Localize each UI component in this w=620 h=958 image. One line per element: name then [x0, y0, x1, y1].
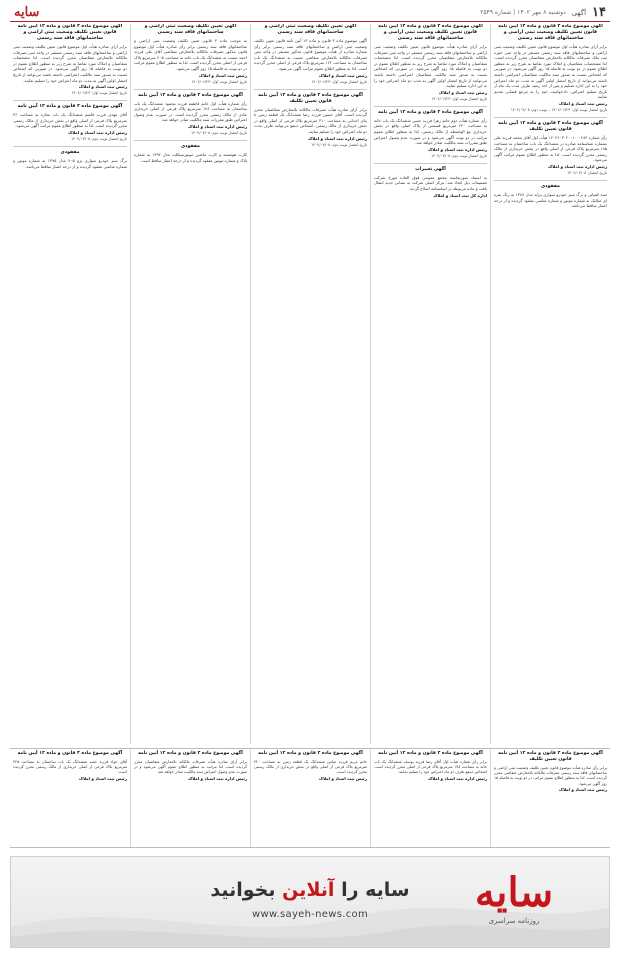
notice — [494, 121, 607, 175]
strip-notice — [250, 749, 370, 847]
notice-body: رأی شماره هیأت دوم خانم زهرا فرزند حسن ششدانگ یک باب خانه به مساحت ۲۴۰ مترمربع قسمتی از پلاک اصلی واقع در بخش خریداری مع الواسطه از مالک رسمی. لذا به منظور اطلاع عموم مراتب در دو نوبت آگهی می‌شود و در صورت عدم وصول اعتراض طبق مقررات سند مالکیت صادر خواهد شد. — [374, 117, 487, 146]
notice-signature: رئیس ثبت اسناد و املاک — [559, 786, 607, 792]
notice-date: تاریخ انتشار نوبت اول: ۱۴۰۲/۰۶/۲۳ — [311, 78, 367, 84]
ad-logo-word: سایه — [474, 869, 554, 916]
notice — [254, 24, 367, 84]
notice-signature: رئیس ثبت اسناد و املاک — [79, 775, 127, 781]
notice-column — [250, 24, 370, 744]
notice-title: مفقودی — [541, 183, 560, 189]
notice-column — [370, 24, 490, 744]
page-number: ۱۴ — [592, 5, 606, 20]
notice-date: تاریخ انتشار نوبت اول: ۱۴۰۲/۰۶/۲۳ — [71, 90, 127, 96]
notice-signature: رئیس اداره ثبت اسناد و املاک — [188, 775, 247, 781]
ad-slogan-prefix: سایه را — [341, 879, 410, 901]
notice-signature: رئیس ثبت اسناد و املاک — [319, 775, 367, 781]
notice-body: رأی شماره هیأت اول خانم فاطمه فرزند محمود ششدانگ یک باب ساختمان به مساحت ۱۴۸ مترمربع پلاک فرعی از اصلی خریداری عادی از مالک رسمی محرز گردیده است. در صورت عدم وصول اعتراض طبق مقررات سند مالکیت صادر خواهد شد. — [134, 100, 247, 123]
notice-date: تاریخ انتشار نوبت اول: ۱۴۰۲/۰۶/۲۳ – نوبت دوم: ۱۴۰۲/۰۷/۰۸ — [510, 106, 607, 112]
notice-title: آگهی موضوع ماده ۳ قانون و ماده ۱۳ آیین نامه — [138, 751, 243, 756]
notice-body: برابر آرای صادره هیأت اول موضوع قانون تعیین تکلیف وضعیت ثبتی اراضی و ساختمانهای فاقد سند رسمی مستقر در واحد ثبتی تصرفات مالکانه بلامعارض متقاضیان محرز گردیده است. لذا مشخصات متقاضیان و املاک مورد تقاضا به شرح زیر به منظور اطلاع عموم در دو نوبت به فاصله ۱۵ روز آگهی می‌شود. در صورتی که اشخاص نسبت به صدور سند مالکیت اعتراضی داشته باشند می‌توانند از تاریخ انتشار اولین آگهی به مدت دو ماه اعتراض خود را تسلیم نمایند. — [13, 44, 127, 83]
notice — [374, 110, 487, 158]
notice-body: به استناد صورتجلسه مجمع عمومی فوق العاده مورخ شرکت تصمیمات ذیل اتخاذ شد: مرکز اصلی شرکت به نشانی جدید انتقال یافت و ماده مربوطه در اساسنامه اصلاح گردید. — [374, 174, 487, 191]
notice-title: آگهی موضوع ماده ۳ قانون و ماده ۱۳ آیین نامه قانون تعیین تکلیف — [258, 92, 363, 104]
notice-title: آگهی موضوع ماده ۳ قانون و ماده ۱۳ آیین نامه قانون تعیین تکلیف وضعیت ثبتی اراضی و ساختمانهای فاقد سند رسمی — [17, 24, 123, 41]
notice — [254, 93, 367, 147]
notice — [134, 144, 247, 163]
notice — [13, 104, 127, 141]
notice — [134, 93, 247, 135]
notice — [13, 150, 127, 169]
notice-body: برابر آرای صادره هیأت اول موضوع قانون تعیین تکلیف وضعیت ثبتی اراضی و ساختمانهای فاقد سند رسمی مستقر در واحد ثبتی حوزه ثبت ملک تصرفات مالکانه بلامعارض متقاضیان محرز گردیده است. لذا مشخصات متقاضیان و املاک مورد تقاضا به شرح زیر به منظور اطلاع عموم در دو نوبت به فاصله ۱۵ روز آگهی می‌شود. در صورتی که اشخاص نسبت به صدور سند مالکیت متقاضیان اعتراضی داشته باشند می‌توانند از تاریخ انتشار اولین آگهی به مدت دو ماه اعتراض خود را به این اداره تسلیم و پس از اخذ رسید ظرف مدت یک ماه از تاریخ تسلیم اعتراض، دادخواست خود را به مرجع قضایی تقدیم نمایند. — [494, 44, 607, 100]
ad-slogan-accent: آنلاین — [282, 879, 335, 901]
notice-signature: رئیس اداره ثبت اسناد و املاک — [308, 135, 367, 141]
notice-signature: رئیس اداره ثبت اسناد و املاک — [68, 129, 127, 135]
ad-logo — [449, 871, 579, 925]
notice-date: تاریخ انتشار نوبت اول: ۱۴۰۲/۰۶/۲۳ — [191, 78, 247, 84]
banner-ad[interactable] — [10, 856, 610, 948]
notice-body: برابر آرای صادره هیأت موضوع قانون تعیین تکلیف وضعیت ثبتی اراضی و ساختمانهای فاقد سند رسمی مستقر در واحد ثبتی تصرفات مالکانه بلامعارض متقاضیان محرز گردیده است. لذا مشخصات متقاضیان و املاک مورد تقاضا به شرح زیر به منظور اطلاع عموم در دو نوبت به فاصله ۱۵ روز آگهی می‌شود. در صورتی که اشخاص نسبت به صدور سند مالکیت متقاضیان اعتراضی داشته باشند می‌توانند از تاریخ انتشار اولین آگهی به مدت دو ماه اعتراض خود را به این اداره تسلیم نمایند. — [374, 44, 487, 89]
masthead — [10, 4, 610, 22]
notice-date: تاریخ انتشار نوبت اول: ۱۴۰۲/۰۶/۲۳ — [431, 95, 487, 101]
notice-signature: رئیس ثبت اسناد و املاک — [439, 89, 487, 95]
notice-column — [130, 24, 250, 744]
notice-divider — [134, 140, 247, 141]
strip-notice — [370, 749, 490, 847]
notice-date: تاریخ انتشار نوبت دوم: ۱۴۰۲/۰۷/۰۸ — [311, 141, 367, 147]
masthead-logo: سایه — [14, 5, 40, 20]
notice-divider — [374, 106, 487, 107]
strip-notice — [10, 749, 130, 847]
notice — [494, 184, 607, 209]
notice-divider — [374, 163, 487, 164]
ad-url-link[interactable]: www.sayeh-news.com — [252, 909, 368, 920]
notice-title: آگهی موضوع ماده ۳ قانون و ماده ۱۳ آیین نامه — [138, 92, 243, 98]
notice — [134, 24, 247, 84]
notice-body: برگ سبز خودرو سواری پژو ۴۰۵ مدل ۱۳۹۵ به شماره موتور و شماره شاسی مفقود گردیده و از درجه اعتبار ساقط می‌باشد. — [13, 157, 127, 169]
notice-title: مفقودی — [60, 149, 80, 155]
notice — [374, 24, 487, 101]
notice-body: رأی شماره ۱۴۰۲۶۰۳۰۲۰۰۱۰۰۰۲۸۴ هیأت اول آقای محمد فرزند علی بشماره شناسنامه صادره در ششدانگ یک باب ساختمان به مساحت ۱۸۵ مترمربع پلاک فرعی از اصلی واقع در بخش خریداری از مالک رسمی محرز گردیده است. لذا به منظور اطلاع عموم مراتب آگهی می‌شود. — [493, 134, 607, 163]
notice-signature: رئیس ثبت اسناد و املاک — [79, 84, 127, 90]
section-label: آگهی — [571, 8, 587, 17]
notice-signature: رئیس ثبت اسناد و املاک — [319, 72, 367, 78]
notice-column — [10, 24, 130, 744]
strip-notice — [130, 749, 250, 847]
notice-title: آگهی موضوع ماده ۳ قانون و ماده ۱۳ آیین نامه — [17, 104, 123, 110]
bottom-notice-strip — [10, 748, 610, 848]
notice-title: آگهی موضوع ماده ۳ قانون و ماده ۱۳ آیین نامه قانون تعیین تکلیف وضعیت ثبتی اراضی و ساختمانهای فاقد سند رسمی — [498, 24, 603, 41]
notice-columns — [10, 24, 610, 744]
ad-logo-subtitle: روزنامه سراسری — [488, 917, 540, 925]
ad-slogan-suffix: بخوانید — [210, 879, 276, 901]
notice-title: آگهی موضوع ماده ۳ قانون و ماده ۱۳ آیین نامه — [378, 109, 483, 115]
issue-info: دوشنبه ۸ مهر ۱۴۰۲ | شماره ۲۵۴۹ — [480, 9, 566, 16]
notice — [374, 167, 487, 199]
notice-title: آگهی موضوع ماده ۳ قانون و ماده ۱۳ آیین نامه — [258, 751, 363, 756]
notice-body: آقای مهدی فرزند قاسم ششدانگ یک باب مغازه به مساحت ۳۶ مترمربع پلاک فرعی از اصلی واقع در بخش خریداری از مالک رسمی محرز گردیده است. لذا به منظور اطلاع عموم مراتب آگهی می‌شود. — [13, 112, 127, 129]
notice-body: خانم مریم فرزند عباس ششدانگ یک قطعه زمین به مساحت ۴۲۰ مترمربع پلاک فرعی از اصلی واقع در بخش خریداری از مالک رسمی محرز گردیده است. — [254, 759, 367, 775]
notice-signature: رئیس اداره ثبت اسناد و املاک — [428, 146, 487, 152]
masthead-right — [480, 5, 606, 20]
notice — [494, 24, 607, 112]
notice-body: برابر رأی صادره هیأت موضوع قانون تعیین تکلیف وضعیت ثبتی اراضی و ساختمانهای فاقد سند رسمی تصرفات مالکانه بلامعارض متقاضی محرز گردیده است. لذا به منظور اطلاع عموم مراتب در دو نوبت به فاصله ۱۵ روز آگهی می‌شود. — [494, 765, 607, 786]
notice-title: آگهی تعیین تکلیف وضعیت ثبتی اراضی و ساختمانهای فاقد سند رسمی — [264, 24, 357, 35]
notice-title: آگهی موضوع ماده ۳ قانون و ماده ۱۳ آیین نامه — [378, 751, 483, 756]
notice-divider — [494, 180, 607, 181]
strip-notice — [490, 749, 610, 847]
notice-title: آگهی تعیین تکلیف وضعیت ثبتی اراضی و ساختمانهای فاقد سند رسمی — [144, 24, 237, 35]
notice-date: تاریخ انتشار نوبت دوم: ۱۴۰۲/۰۷/۰۸ — [191, 129, 247, 135]
notice-body: سند کمپانی و برگ سبز خودرو سواری پراید مدل ۱۳۸۷ به رنگ نقره ای متالیک به شماره موتور و شماره شاسی مفقود گردیده و از درجه اعتبار ساقط می‌باشد. — [494, 191, 608, 209]
notice-date: تاریخ انتشار نوبت دوم: ۱۴۰۲/۰۷/۰۸ — [71, 135, 127, 141]
notice-body: برابر رأی شماره هیأت اول آقای رضا فرزند یوسف ششدانگ یک باب خانه به مساحت ۱۷۸ مترمربع پلاک فرعی از اصلی محرز گردیده است. اشخاص ذینفع ظرف دو ماه اعتراض خود را تسلیم نمایند. — [374, 759, 487, 775]
notice-body: کارت هوشمند و کارت ماشین موتورسیکلت مدل ۱۳۹۲ به شماره پلاک و شماره موتور مفقود گردیده و از درجه اعتبار ساقط است. — [134, 151, 247, 163]
notice-date: تاریخ انتشار: ۱۴۰۲/۰۷/۰۸ — [567, 169, 607, 175]
notice-column — [490, 24, 610, 744]
notice-divider — [494, 117, 607, 118]
notice-signature: رئیس ثبت اسناد و املاک — [559, 100, 607, 106]
notice-title: مفقودی — [181, 143, 200, 149]
notice — [13, 24, 127, 95]
notice-divider — [134, 89, 247, 90]
notice-title: آگهی موضوع ماده ۳ قانون و ماده ۱۳ آیین نامه قانون تعیین تکلیف وضعیت ثبتی اراضی و ساختمانهای فاقد سند رسمی — [378, 24, 483, 41]
notice-title: آگهی موضوع ماده ۳ قانون و ماده ۱۳ آیین نامه قانون تعیین تکلیف — [498, 751, 603, 762]
notice-divider — [254, 89, 367, 90]
notice-signature: رئیس اداره ثبت اسناد و املاک — [548, 163, 607, 169]
notice-signature: اداره کل ثبت اسناد و املاک — [433, 192, 487, 198]
notice-divider — [13, 100, 127, 101]
notice-title: آگهی موضوع ماده ۳ قانون و ماده ۱۳ آیین نامه قانون تعیین تکلیف — [498, 120, 603, 132]
notice-body: آگهی موضوع ماده ۳ قانون و ماده ۱۳ آیین نامه قانون تعیین تکلیف وضعیت ثبتی اراضی و ساختمانهای فاقد سند رسمی برابر رأی شماره صادره از هیأت موضوع قانون مذکور مستقر در واحد ثبتی تصرفات مالکانه بلامعارض متقاضی نسبت به ششدانگ یک باب ساختمان به مساحت ۱۶۲ مترمربع پلاک فرعی از اصلی محرز گردیده است. لذا به منظور اطلاع عموم مراتب آگهی می‌شود. — [254, 38, 368, 71]
notice-body: برابر آرای صادره هیأت تصرفات مالکانه بلامعارض متقاضیان محرز گردیده است. لذا مراتب به منظور اطلاع عموم آگهی می‌شود و در صورت عدم وصول اعتراض سند مالکیت صادر خواهد شد. — [134, 759, 247, 775]
notice-body: به موجب ماده ۳ قانون تعیین تکلیف وضعیت ثبتی اراضی و ساختمانهای فاقد سند رسمی برابر رأی صادره هیأت اول موضوع قانون مذکور تصرفات مالکانه بلامعارض متقاضی آقای علی فرزند احمد نسبت به ششدانگ یک باب خانه به مساحت ۲۰۵ مترمربع پلاک فرعی از اصلی محرز گردیده است. لذا به منظور اطلاع عموم مراتب در دو نوبت به فاصله ۱۵ روز آگهی می‌شود. — [134, 38, 248, 71]
notice-body: آقای جواد فرزند حمید ششدانگ یک باب ساختمان به مساحت ۲۲۵ مترمربع پلاک فرعی از اصلی خریداری از مالک رسمی محرز گردیده است. — [13, 759, 127, 775]
notice-signature: رئیس ثبت اسناد و املاک — [199, 72, 247, 78]
notice-title: آگهی موضوع ماده ۳ قانون و ماده ۱۳ آیین نامه — [17, 751, 123, 756]
notice-signature: رئیس اداره ثبت اسناد و املاک — [428, 775, 487, 781]
notice-body: برابر آرای صادره هیأت تصرفات مالکانه بلامعارض متقاضیان محرز گردیده است. آقای حسین فرزند رضا ششدانگ یک قطعه زمین با بنای احداثی به مساحت ۳۱۰ مترمربع پلاک فرعی از اصلی واقع در بخش خریداری از مالک رسمی. اشخاص ذینفع می‌توانند ظرف مدت دو ماه اعتراض خود را تسلیم نمایند. — [254, 106, 367, 134]
notice-date: تاریخ انتشار نوبت دوم: ۱۴۰۲/۰۷/۰۸ — [431, 152, 487, 158]
notice-title: آگهی تغییرات — [415, 166, 446, 172]
notice-signature: رئیس اداره ثبت اسناد و املاک — [188, 123, 247, 129]
notice-divider — [13, 146, 127, 147]
